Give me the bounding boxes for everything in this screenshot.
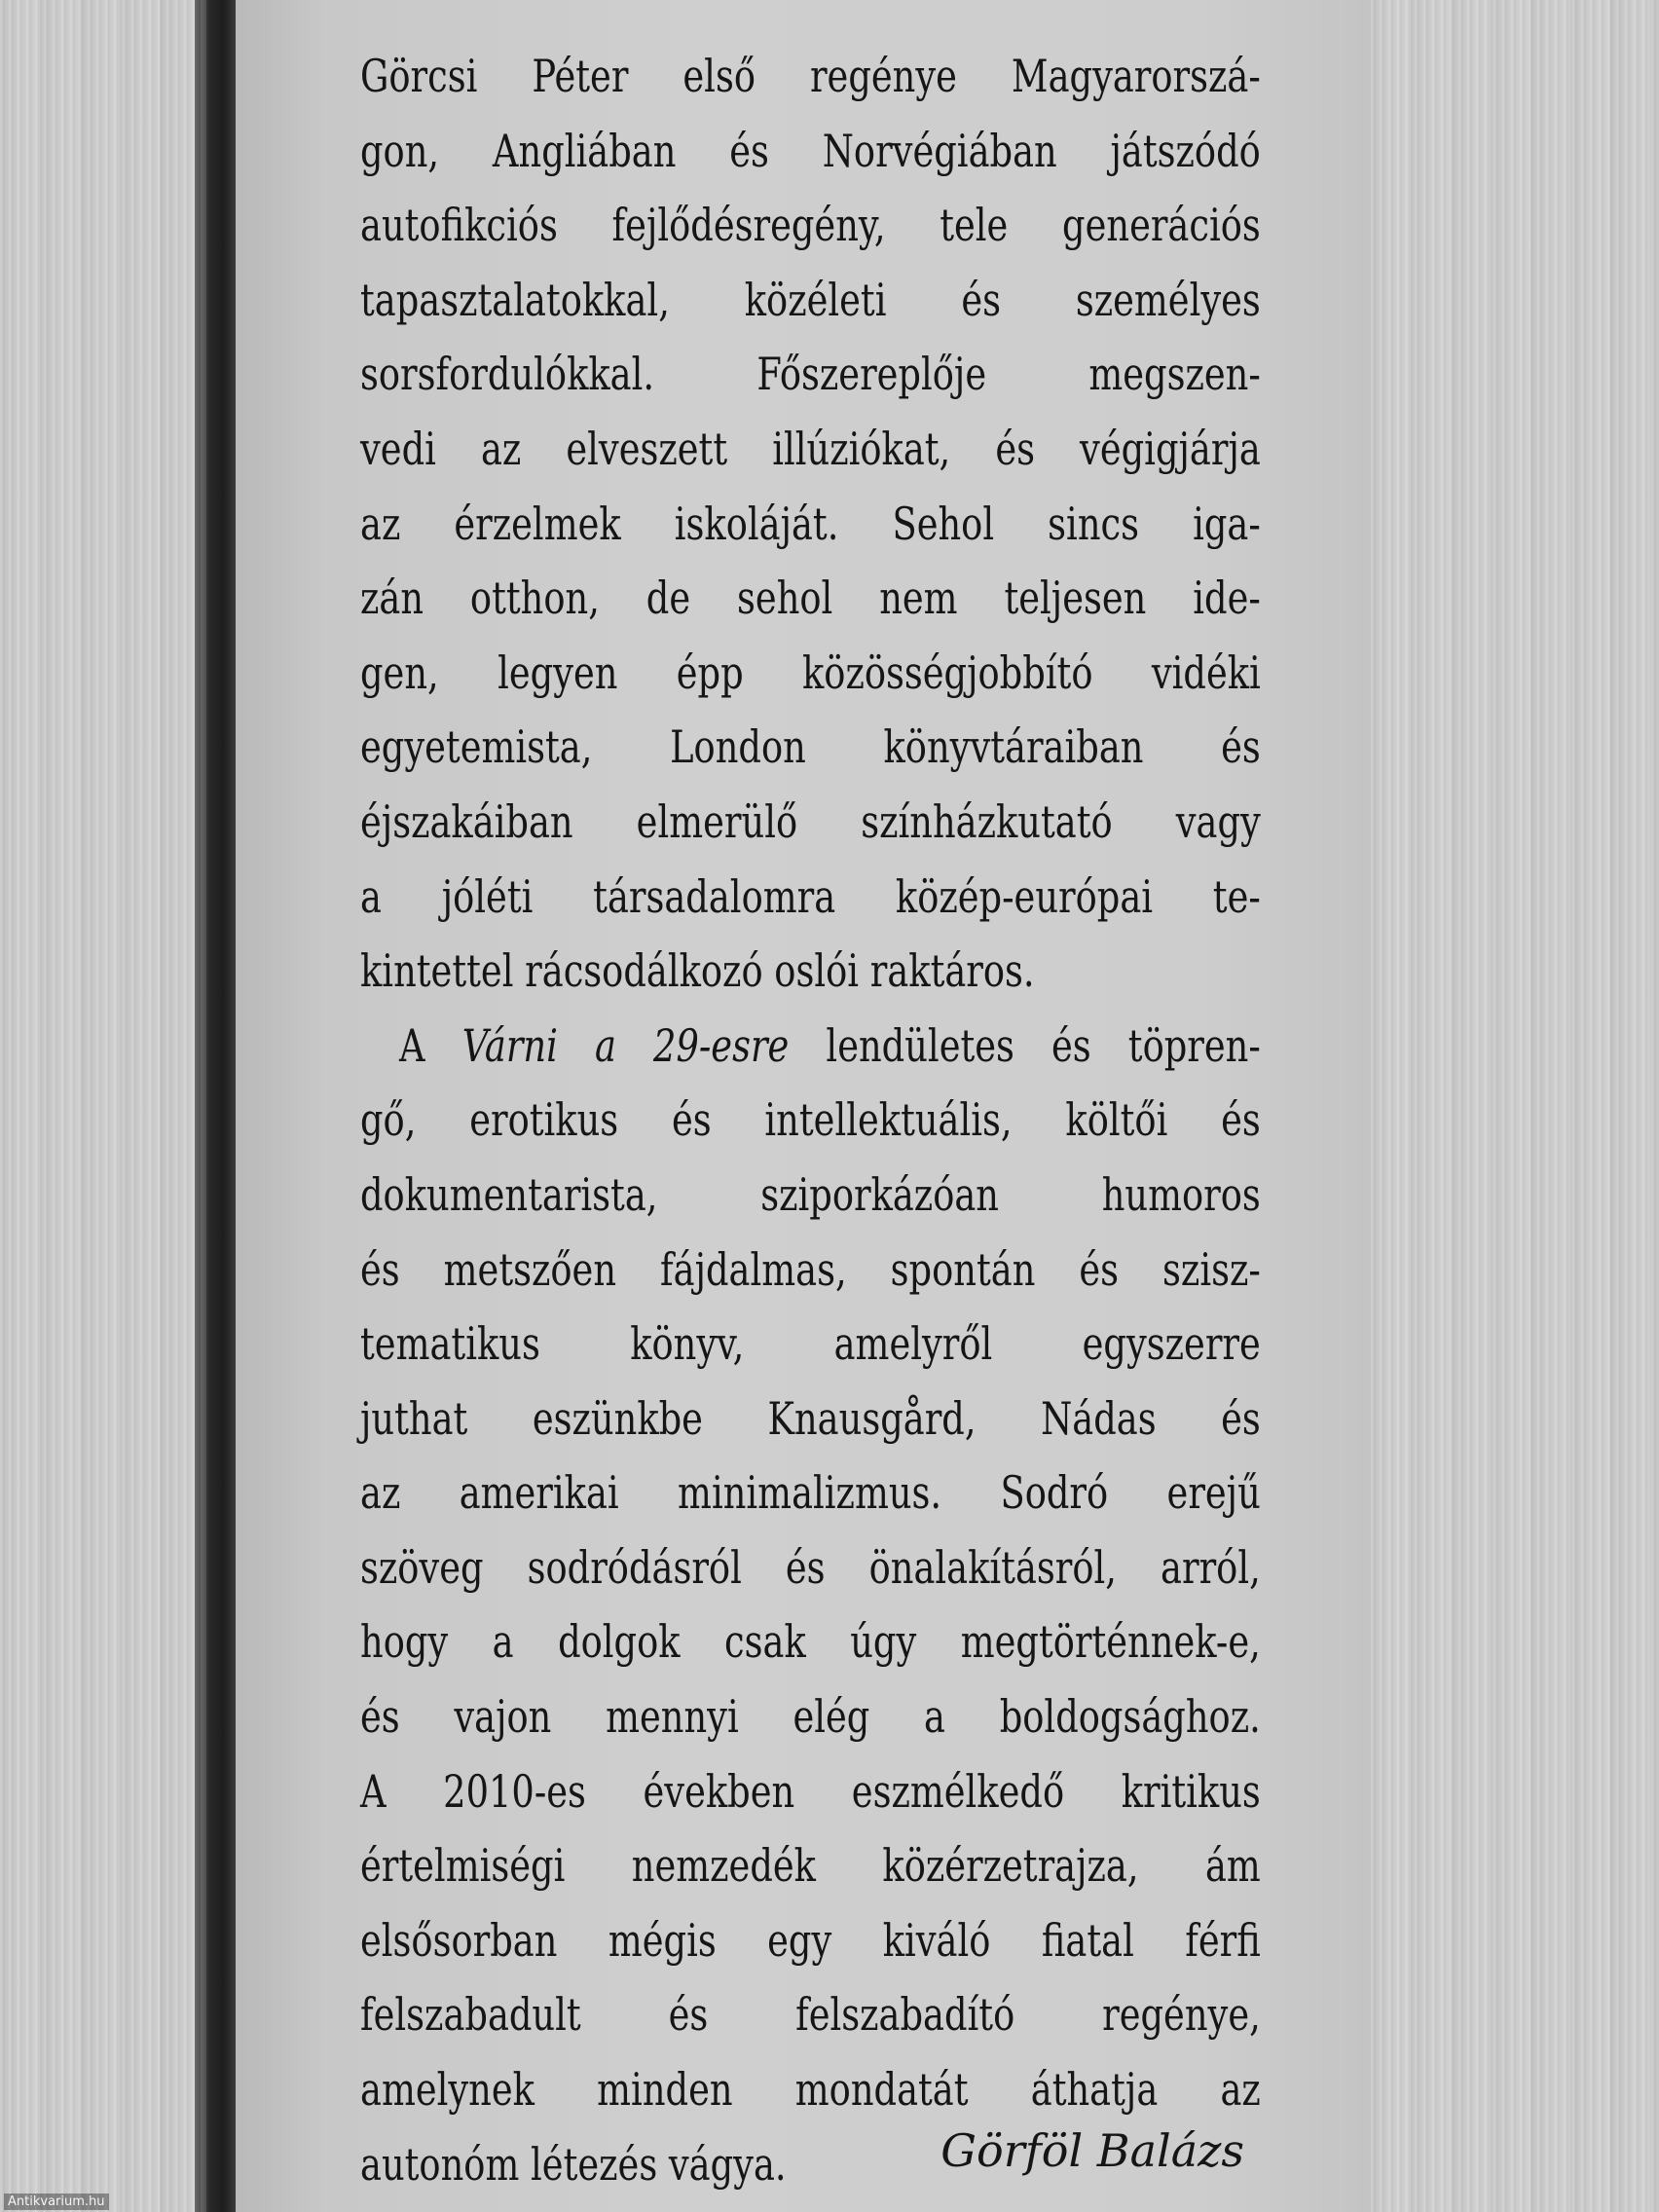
- watermark: Antikvarium.hu: [4, 2194, 109, 2210]
- text-line: juthat eszünkbe Knausgård, Nádas és: [360, 1391, 1261, 1445]
- text-line: egyetemista, London könyvtáraiban és: [360, 720, 1261, 774]
- text-line: hogy a dolgok csak úgy megtörténnek-e,: [360, 1615, 1261, 1669]
- blurb-text: [360, 39, 1261, 2201]
- text-line: autofikciós fejlődésregény, tele generációs: [360, 199, 1261, 252]
- book-page: [236, 0, 1371, 2212]
- paragraph-1: [360, 39, 1261, 1009]
- paragraph-2: [360, 1009, 1261, 2202]
- text-line: az amerikai minimalizmus. Sodró erejű: [360, 1466, 1261, 1520]
- author-signature: Görföl Balázs: [940, 2124, 1244, 2177]
- text-line: elsősorban mégis egy kiváló fiatal férfi: [360, 1913, 1261, 1967]
- text-line: tematikus könyv, amelyről egyszerre: [360, 1317, 1261, 1371]
- text-line: a jóléti társadalomra közép-európai te-: [360, 869, 1261, 923]
- text-suffix: lendületes és töpren-: [789, 1018, 1261, 1072]
- text-line: gő, erotikus és intellektuális, költői és: [360, 1093, 1261, 1147]
- text-line: Görcsi Péter első regénye Magyarorszá-: [360, 50, 1261, 102]
- text-line-first: [360, 1009, 1261, 1084]
- text-line: gon, Angliában és Norvégiában játszódó: [360, 124, 1261, 177]
- text-line: és metszően fájdalmas, spontán és szisz-: [360, 1242, 1261, 1296]
- text-line: kintettel rácsodálkozó oslói raktáros.: [360, 944, 1035, 998]
- text-line: amelynek minden mondatát áthatja az: [360, 2063, 1261, 2117]
- text-line: értelmiségi nemzedék közérzetrajza, ám: [360, 1839, 1261, 1893]
- book-title: Várni a 29-esre: [461, 1018, 790, 1072]
- text-line: zán otthon, de sehol nem teljesen ide-: [360, 571, 1261, 625]
- wood-background-left: [0, 0, 204, 2212]
- text-line: szöveg sodródásról és önalakításról, arról,: [360, 1540, 1261, 1594]
- text-line: felszabadult és felszabadító regénye,: [360, 1988, 1261, 2042]
- text-line: gen, legyen épp közösségjobbító vidéki: [360, 645, 1261, 699]
- text-line: és vajon mennyi elég a boldogsághoz.: [360, 1690, 1261, 1744]
- text-line: A 2010-es években eszmélkedő kritikus: [360, 1764, 1261, 1818]
- text-line: az érzelmek iskoláját. Sehol sincs iga-: [360, 497, 1261, 550]
- text-line: autonóm létezés vágya.: [360, 2137, 787, 2191]
- text-line: éjszakáiban elmerülő színházkutató vagy: [360, 794, 1261, 848]
- wood-background-right: [1371, 0, 1659, 2212]
- text-line: vedi az elveszett illúziókat, és végigjárja: [360, 422, 1261, 475]
- text-prefix: A: [399, 1018, 462, 1072]
- text-line: dokumentarista, sziporkázóan humoros: [360, 1167, 1261, 1221]
- book-cover-edge-highlight: [201, 0, 206, 2212]
- text-line: tapasztalatokkal, közéleti és személyes: [360, 273, 1261, 326]
- text-line: sorsfordulókkal. Főszereplője megszen-: [360, 348, 1261, 401]
